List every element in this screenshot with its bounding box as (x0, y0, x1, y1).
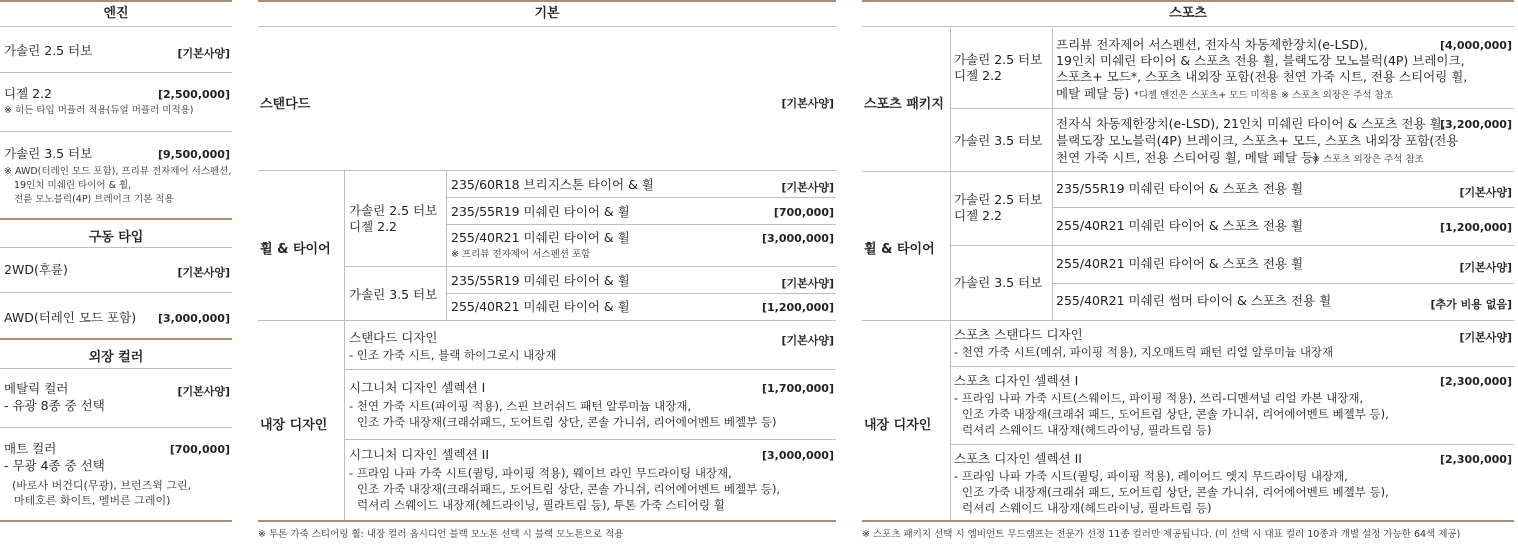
package-detail: 프리뷰 전자제어 서스펜션, 전자식 차동제한장치(e-LSD), (1056, 37, 1368, 52)
wheel-note: ※ 프리뷰 전자제어 서스펜션 포함 (451, 249, 591, 260)
interior-price: [3,000,000] (762, 449, 834, 462)
package-engine-group: 가솔린 3.5 터보 (954, 133, 1043, 148)
drive-item-name: 2WD(후륜) (4, 262, 68, 277)
exterior-header: 외장 컬러 (88, 350, 144, 365)
wheel-price: [기본사양] (781, 277, 834, 290)
exterior-item-detail: 마테호른 화이트, 멜버른 그레이) (14, 494, 171, 507)
wheel-option: 235/55R19 미쉐린 타이어 & 휠 (451, 273, 630, 288)
sports-interior-detail: 럭셔리 스웨이드 내장재(헤드라이닝, 필라트림 등) (962, 423, 1212, 437)
package-note: ※ 스포츠 외장은 주석 참조 (1312, 154, 1424, 165)
sports-footnote: ※ 스포츠 패키지 선택 시 엠비언트 무드램프는 전문가 선정 11종 컬러만 제공됩니다. (미 선택 시 대표 컬러 10종과 개별 설정 가능한 64색 제공) (862, 529, 1461, 540)
interior-price: [1,700,000] (762, 382, 834, 395)
exterior-item-detail: (바로사 버건디(무광), 브런즈윅 그린, (12, 479, 192, 492)
interior-detail: 인조 가죽 내장재(크래쉬패드, 도어트림 상단, 콘솔 가니쉬, 리어에어벤트 베젤부 등) (357, 415, 777, 429)
package-detail: 메탈 페달 등) (1056, 86, 1130, 101)
sports-wheel-option: 255/40R21 미쉐린 타이어 & 스포츠 전용 휠 (1056, 218, 1304, 233)
sports-interior-price: [2,300,000] (1440, 375, 1512, 388)
sports-interior-option: 스포츠 디자인 셀렉션 I (954, 373, 1079, 388)
left-column (0, 0, 232, 507)
sports-wheel-option: 255/40R21 미쉐린 타이어 & 스포츠 전용 휠 (1056, 256, 1304, 271)
wheel-option: 255/40R21 미쉐린 타이어 & 휠 (451, 230, 630, 245)
interior-option: 시그니처 디자인 셀렉션 I (349, 380, 486, 395)
wheels-engine-group: 가솔린 3.5 터보 (349, 287, 438, 302)
sports-interior-detail: - 프라임 나파 가죽 시트(스웨이드, 파이핑 적용), 쓰리-디멘셔널 리얼 카본 내장재, (954, 391, 1364, 405)
engine-item-note: ※ AWD(터레인 모드 포함), 프리뷰 전자제어 서스펜션, (4, 166, 232, 177)
package-detail: 천연 가죽 시트, 전용 스티어링 휠, 메탈 페달 등) (1056, 150, 1318, 165)
sports-interior-price: [2,300,000] (1440, 453, 1512, 466)
interior-detail: - 프라임 나파 가죽 시트(퀼팅, 파이핑 적용), 웨이브 라인 무드라이팅 내장재, (349, 466, 732, 480)
engine-item-name: 디젤 2.2 (4, 86, 53, 101)
exterior-item-price: [기본사양] (177, 385, 230, 398)
engine-item-name: 가솔린 3.5 터보 (4, 146, 93, 161)
sports-interior-option: 스포츠 스탠다드 디자인 (954, 327, 1083, 342)
engine-item-name: 가솔린 2.5 터보 (4, 43, 93, 58)
standard-label: 스탠다드 (260, 97, 311, 112)
standard-price: [기본사양] (781, 97, 834, 110)
basic-header: 기본 (258, 2, 836, 27)
sports-wheels-engine-group: 가솔린 3.5 터보 (954, 275, 1043, 290)
wheel-option: 255/40R21 미쉐린 타이어 & 휠 (451, 299, 630, 314)
wheel-price: [3,000,000] (762, 232, 834, 245)
sports-interior-detail: - 프라임 나파 가죽 시트(퀼팅, 파이핑 적용), 레이어드 엣지 무드라이팅 내장재, (954, 469, 1348, 483)
wheel-option: 235/60R18 브리지스톤 타이어 & 휠 (451, 177, 654, 192)
wheels-engine-group: 가솔린 2.5 터보 디젤 2.2 (349, 203, 438, 234)
drive-item-price: [3,000,000] (158, 312, 230, 325)
sports-wheel-price: [기본사양] (1459, 261, 1512, 274)
engine-header: 엔진 (0, 2, 232, 27)
exterior-item-name: 매트 컬러 (4, 441, 57, 456)
interior-detail: - 천연 가죽 시트(파이핑 적용), 스핀 브러쉬드 패턴 알루미늄 내장재, (349, 399, 692, 413)
package-price: [3,200,000] (1440, 118, 1512, 131)
sports-package-label: 스포츠 패키지 (864, 97, 944, 112)
interior-detail: 럭셔리 스웨이드 내장재(헤드라이닝, 필라트림 등), 투톤 가죽 스티어링 휠 (357, 498, 725, 512)
sports-header: 스포츠 (862, 2, 1514, 27)
sports-wheel-price: [1,200,000] (1440, 221, 1512, 234)
wheel-price: [1,200,000] (762, 301, 834, 314)
sports-wheels-label: 휠 & 타이어 (864, 242, 935, 257)
interior-label: 내장 디자인 (260, 418, 328, 433)
exterior-item-detail: - 유광 8종 중 선택 (4, 398, 105, 413)
sports-column (862, 0, 1514, 540)
drive-item-name: AWD(터레인 모드 포함) (4, 310, 137, 325)
interior-option: 스탠다드 디자인 (349, 330, 438, 345)
sports-interior-detail: 인조 가죽 내장재(크래쉬 패드, 도어트림 상단, 콘솔 가니쉬, 리어에어벤트 베젤부 등), (962, 485, 1389, 499)
sports-interior-detail: 인조 가죽 내장재(크래쉬 패드, 도어트림 상단, 콘솔 가니쉬, 리어에어벤트 베젤부 등), (962, 407, 1389, 421)
engine-item-price: [기본사양] (177, 47, 230, 60)
wheel-option: 235/55R19 미쉐린 타이어 & 휠 (451, 204, 630, 219)
sports-interior-detail: 럭셔리 스웨이드 내장재(헤드라이닝, 필라트림 등) (962, 501, 1212, 515)
sports-wheel-option: 235/55R19 미쉐린 타이어 & 스포츠 전용 휠 (1056, 181, 1304, 196)
drive-item-price: [기본사양] (177, 266, 230, 279)
exterior-item-price: [700,000] (169, 443, 230, 456)
sports-interior-price: [기본사양] (1459, 331, 1512, 344)
interior-detail: - 인조 가죽 시트, 블랙 하이그로시 내장재 (349, 348, 557, 362)
sports-wheel-price: [기본사양] (1459, 186, 1512, 199)
exterior-item-name: 메탈릭 컬러 (4, 381, 69, 396)
basic-column (258, 0, 836, 540)
engine-item-note: ※ 히든 타입 머플러 적용(듀얼 머플러 미적용) (4, 105, 194, 116)
interior-price: [기본사양] (781, 334, 834, 347)
sports-interior-label: 내장 디자인 (864, 418, 932, 433)
sports-wheels-engine-group: 가솔린 2.5 터보 디젤 2.2 (954, 192, 1043, 223)
package-detail: 전자식 차동제한장치(e-LSD), 21인치 미쉐린 타이어 & 스포츠 전용 휠, (1056, 116, 1446, 131)
package-detail: 19인치 미쉐린 타이어 & 스포츠 전용 휠, 블랙도장 모노블럭(4P) 브레이크, (1056, 53, 1465, 68)
package-engine-group: 가솔린 2.5 터보 디젤 2.2 (954, 52, 1043, 83)
drive-header: 구동 타입 (88, 230, 144, 245)
engine-item-price: [9,500,000] (158, 148, 230, 161)
interior-detail: 인조 가죽 내장재(크래쉬패드, 도어트림 상단, 콘솔 가니쉬, 리어에어벤트 베젤부 등), (357, 482, 781, 496)
wheels-label: 휠 & 타이어 (260, 242, 331, 257)
engine-item-price: [2,500,000] (158, 88, 230, 101)
interior-option: 시그니처 디자인 셀렉션 II (349, 447, 490, 462)
wheel-price: [기본사양] (781, 181, 834, 194)
package-detail: 블랙도장 모노블럭(4P) 브레이크, 스포츠+ 모드, 스포츠 내외장 포함(전용 (1056, 133, 1459, 148)
sports-wheel-price: [추가 비용 없음] (1430, 298, 1512, 311)
engine-item-note: 전륜 모노블럭(4P) 브레이크 기본 적용 (14, 194, 174, 205)
sports-interior-detail: - 천연 가죽 시트(메쉬, 파이핑 적용), 지오매트릭 패턴 리얼 알루미늄 내장재 (954, 345, 1334, 359)
package-price: [4,000,000] (1440, 39, 1512, 52)
package-detail: 스포츠+ 모드*, 스포츠 내외장 포함(전용 천연 가죽 시트, 전용 스티어링 휠, (1056, 69, 1468, 84)
basic-footnote: ※ 투톤 가죽 스티어링 휠: 내장 컬러 옵시디언 블랙 모노톤 선택 시 블랙 모노톤으로 적용 (258, 529, 624, 540)
sports-wheel-option: 255/40R21 미쉐린 썸머 타이어 & 스포츠 전용 휠 (1056, 293, 1332, 308)
package-note: *디젤 엔진은 스포츠+ 모드 미적용 ※ 스포츠 외장은 주석 참조 (1134, 90, 1393, 101)
wheel-price: [700,000] (773, 206, 834, 219)
engine-item-note: 19인치 미쉐린 타이어 & 휠, (14, 180, 132, 191)
sports-interior-option: 스포츠 디자인 셀렉션 II (954, 451, 1082, 466)
exterior-item-detail: - 무광 4종 중 선택 (4, 458, 105, 473)
